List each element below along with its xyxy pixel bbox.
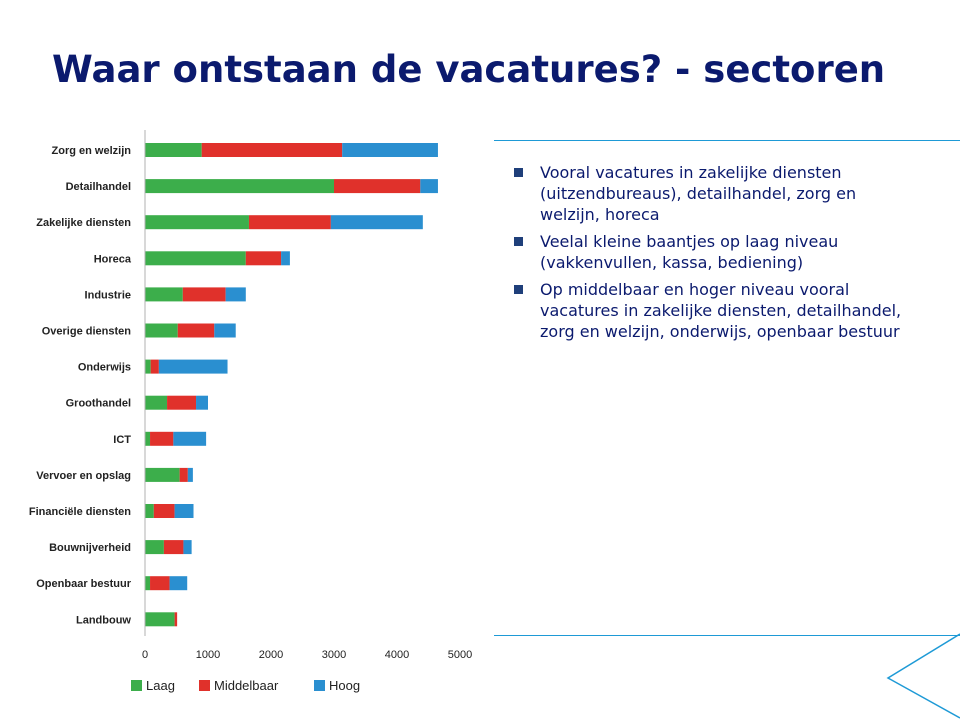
bullet-list bbox=[514, 162, 914, 348]
bar-segment-laag bbox=[145, 324, 178, 338]
bar-segment-middelbaar bbox=[334, 179, 420, 193]
bar-segment-middelbaar bbox=[175, 612, 178, 626]
bar-segment-laag bbox=[145, 576, 150, 590]
bar-segment-middelbaar bbox=[178, 324, 215, 338]
category-label: Horeca bbox=[93, 253, 131, 266]
category-label: Zakelijke diensten bbox=[36, 217, 131, 230]
bar-segment-laag bbox=[145, 396, 167, 410]
x-tick-label: 5000 bbox=[447, 649, 473, 661]
bar-segment-laag bbox=[145, 504, 154, 518]
category-labels bbox=[29, 145, 132, 626]
square-bullet-icon bbox=[514, 285, 523, 294]
bar-segment-hoog bbox=[170, 576, 188, 590]
bar-segment-laag bbox=[145, 360, 151, 374]
bar-segment-laag bbox=[145, 432, 150, 446]
bar-segment-hoog bbox=[226, 287, 246, 301]
bar-segment-hoog bbox=[196, 396, 208, 410]
bar-segment-middelbaar bbox=[202, 143, 342, 157]
bar-segment-laag bbox=[145, 287, 183, 301]
legend bbox=[131, 678, 360, 693]
bar-segment-middelbaar bbox=[154, 504, 175, 518]
x-tick-label: 4000 bbox=[384, 649, 410, 661]
bullet-item bbox=[514, 162, 914, 225]
bar-segment-middelbaar bbox=[150, 432, 173, 446]
bar-segment-laag bbox=[145, 179, 334, 193]
stacked-bar-chart bbox=[0, 120, 490, 710]
bar-segment-laag bbox=[145, 540, 164, 554]
category-label: Groothandel bbox=[65, 397, 131, 410]
bar-segment-hoog bbox=[342, 143, 438, 157]
legend-swatch bbox=[314, 680, 325, 691]
bullet-item bbox=[514, 279, 914, 342]
category-label: ICT bbox=[113, 433, 131, 446]
bar-segment-hoog bbox=[188, 468, 193, 482]
bars-layer bbox=[145, 143, 438, 626]
legend-label: Middelbaar bbox=[214, 678, 279, 693]
bullet-text: Op middelbaar en hoger niveau vooral vacatures in zakelijke diensten, detailhandel, zorg en welzijn, onderwijs, openbaar bestuur bbox=[540, 280, 902, 341]
bar-segment-middelbaar bbox=[150, 576, 170, 590]
bullet-text: Veelal kleine baantjes op laag niveau (vakkenvullen, kassa, bediening) bbox=[540, 232, 839, 272]
legend-label: Hoog bbox=[329, 678, 361, 693]
bar-segment-laag bbox=[145, 468, 180, 482]
bar-segment-middelbaar bbox=[167, 396, 196, 410]
category-label: Financiële diensten bbox=[28, 506, 131, 518]
top-rule bbox=[494, 140, 960, 141]
bar-segment-hoog bbox=[173, 432, 206, 446]
bar-segment-hoog bbox=[183, 540, 191, 554]
legend-swatch bbox=[199, 680, 210, 691]
bar-segment-hoog bbox=[159, 360, 228, 374]
category-label: Detailhandel bbox=[65, 181, 131, 194]
square-bullet-icon bbox=[514, 168, 523, 177]
legend-swatch bbox=[131, 680, 142, 691]
x-tick-label: 1000 bbox=[195, 649, 221, 661]
category-label: Bouwnijverheid bbox=[49, 542, 131, 555]
category-label: Industrie bbox=[84, 289, 131, 302]
bar-segment-laag bbox=[145, 612, 175, 626]
category-label: Vervoer en opslag bbox=[36, 469, 131, 482]
bar-segment-middelbaar bbox=[164, 540, 184, 554]
bar-segment-hoog bbox=[281, 251, 290, 265]
bar-segment-laag bbox=[145, 251, 246, 265]
bar-segment-middelbaar bbox=[246, 251, 281, 265]
chevron-decoration-icon bbox=[880, 630, 960, 720]
x-tick-label: 2000 bbox=[258, 649, 284, 661]
slide-title: Waar ontstaan de vacatures? - sectoren bbox=[52, 48, 886, 91]
x-tick-label: 3000 bbox=[321, 649, 347, 661]
category-label: Zorg en welzijn bbox=[51, 145, 131, 157]
bar-segment-hoog bbox=[214, 324, 235, 338]
category-label: Overige diensten bbox=[41, 325, 131, 338]
bar-segment-hoog bbox=[331, 215, 423, 229]
bar-segment-laag bbox=[145, 143, 202, 157]
square-bullet-icon bbox=[514, 237, 523, 246]
legend-label: Laag bbox=[146, 678, 175, 693]
category-label: Openbaar bestuur bbox=[36, 578, 131, 591]
bullet-item bbox=[514, 231, 914, 273]
bar-segment-hoog bbox=[175, 504, 194, 518]
category-label: Landbouw bbox=[76, 614, 131, 627]
bullet-text: Vooral vacatures in zakelijke diensten (uitzendbureaus), detailhandel, zorg en welzijn, horeca bbox=[540, 163, 857, 224]
category-label: Onderwijs bbox=[77, 361, 131, 374]
bar-segment-middelbaar bbox=[249, 215, 331, 229]
x-tick-label: 0 bbox=[141, 649, 149, 661]
x-axis bbox=[142, 130, 472, 661]
bar-segment-middelbaar bbox=[180, 468, 188, 482]
bar-segment-hoog bbox=[420, 179, 438, 193]
bar-segment-middelbaar bbox=[183, 287, 226, 301]
bar-segment-laag bbox=[145, 215, 249, 229]
bar-segment-middelbaar bbox=[151, 360, 159, 374]
